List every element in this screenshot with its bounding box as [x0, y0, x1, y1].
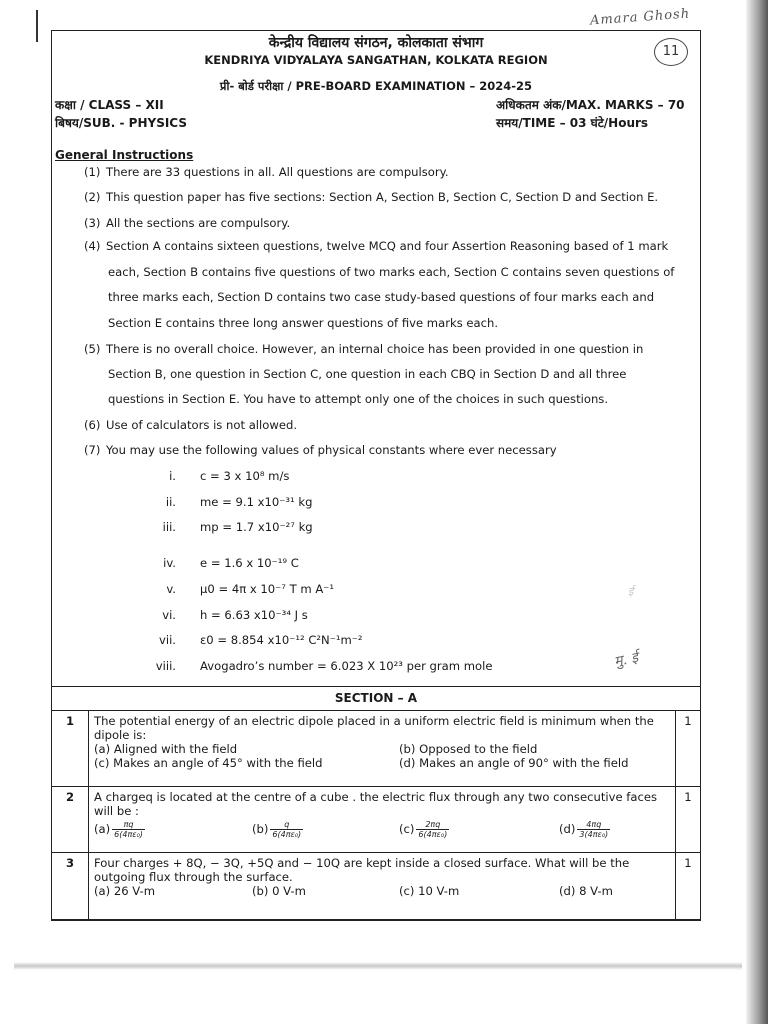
instructions-title: General Instructions: [55, 148, 194, 162]
constant-value: e = 1.6 x 10⁻¹⁹ C: [200, 556, 299, 570]
constant-index: ii.: [165, 495, 176, 509]
option: (d) Makes an angle of 90° with the field: [399, 756, 629, 770]
org-title-hindi: केन्द्रीय विद्यालय संगठन, कोलकाता संभाग: [268, 35, 484, 51]
question-body: [89, 787, 676, 853]
question-marks: 1: [676, 853, 701, 921]
constant-index: vi.: [162, 608, 176, 622]
option: (b) 0 V-m: [252, 884, 306, 898]
options-row: [94, 756, 670, 770]
constant-index: i.: [169, 469, 176, 483]
constant-index: v.: [166, 582, 176, 596]
exam-title: प्री- बोर्ड परीक्षा / PRE-BOARD EXAMINATION – 2024-25: [219, 79, 533, 93]
constant-index: iii.: [162, 520, 176, 534]
constant-value: h = 6.63 x10⁻³⁴ J s: [200, 608, 308, 622]
question-number: 3: [52, 853, 89, 921]
option: (a) 26 V-m: [94, 884, 156, 898]
instruction-item: (1) There are 33 questions in all. All questions are compulsory.: [84, 165, 449, 179]
section-divider: [51, 686, 701, 687]
question-body: [89, 853, 676, 921]
max-marks-label: अधिकतम अंक/MAX. MARKS – 70: [496, 98, 685, 112]
table-row: [52, 853, 701, 921]
option: (a) Aligned with the field: [94, 742, 238, 756]
subject-label: बिषय/SUB. - PHYSICS: [55, 116, 187, 130]
option: (c) 10 V-m: [399, 884, 460, 898]
instruction-item: (2) This question paper has five sections: Section A, Section B, Section C, Section D and Section E.: [84, 190, 659, 204]
instruction-continuation: each, Section B contains five questions of two marks each, Section C contains seven questions of: [108, 265, 675, 279]
option: (c) Makes an angle of 45° with the field: [94, 756, 323, 770]
section-a-title: SECTION – A: [334, 691, 418, 705]
constant-value: me = 9.1 x10⁻³¹ kg: [200, 495, 313, 509]
instruction-item: (5) There is no overall choice. However, an internal choice has been provided in one question in: [84, 342, 644, 356]
option: (b) Opposed to the field: [399, 742, 538, 756]
table-row: [52, 787, 701, 853]
instruction-item: (4) Section A contains sixteen questions, twelve MCQ and four Assertion Reasoning based of 1 mark: [84, 239, 669, 253]
question-number: 2: [52, 787, 89, 853]
options-row: [94, 884, 670, 898]
constant-value: Avogadro’s number = 6.023 X 10²³ per gram mole: [200, 659, 493, 673]
constant-index: viii.: [155, 659, 176, 673]
scan-mark: [36, 10, 38, 42]
question-text: The potential energy of an electric dipole placed in a uniform electric field is minimum when the dipole is:: [94, 714, 654, 742]
question-marks: 1: [676, 787, 701, 853]
scan-edge-right: [746, 0, 768, 1024]
option: (c) $\frac{2\pi q}{\text{6(4πε₀)}}$: [399, 820, 448, 839]
questions-table: [51, 710, 701, 921]
instruction-continuation: Section E contains three long answer questions of five marks each.: [108, 316, 499, 330]
instruction-item: (3) All the sections are compulsory.: [84, 216, 291, 230]
question-number: 1: [52, 711, 89, 787]
class-label: कक्षा / CLASS – XII: [55, 98, 164, 112]
option: (d) 8 V-m: [559, 884, 613, 898]
constant-value: mp = 1.7 x10⁻²⁷ kg: [200, 520, 313, 534]
option: (a) $\frac{\pi q}{\text{6(4πε₀)}}$: [94, 820, 143, 839]
question-marks: 1: [676, 711, 701, 787]
constant-value: μ0 = 4π x 10⁻⁷ T m A⁻¹: [200, 582, 335, 596]
question-text: A chargeq is located at the centre of a cube . the electric flux through any two consecutive faces will be :: [94, 790, 658, 818]
instruction-continuation: three marks each, Section D contains two case study-based questions of four marks each and: [108, 290, 655, 304]
constant-index: iv.: [163, 556, 176, 570]
scan-bottom-edge: [14, 962, 742, 970]
option: (b) $\frac{q}{\text{6(4πε₀)}}$: [252, 820, 302, 839]
question-body: [89, 711, 676, 787]
ink-scribble: मु. ई: [612, 649, 640, 671]
table-row: [52, 711, 701, 787]
options-row: [94, 820, 670, 839]
faint-scribble: ई: [628, 585, 634, 598]
constant-index: vii.: [159, 633, 176, 647]
set-number-circle: 11: [654, 38, 688, 66]
option: (d) $\frac{4\pi q}{\text{3(4πε₀)}}$: [559, 820, 609, 839]
instruction-item: (7) You may use the following values of physical constants where ever necessary: [84, 443, 557, 457]
instruction-continuation: Section B, one question in Section C, one question in each CBQ in Section D and all three: [108, 367, 627, 381]
constant-value: c = 3 x 10⁸ m/s: [200, 469, 290, 483]
constant-value: ε0 = 8.854 x10⁻¹² C²N⁻¹m⁻²: [200, 633, 363, 647]
question-text: Four charges + 8Q, − 3Q, +5Q and − 10Q are kept inside a closed surface. What will be the outgoing flux through the surface.: [94, 856, 630, 884]
instruction-item: (6) Use of calculators is not allowed.: [84, 418, 298, 432]
options-row: [94, 742, 670, 756]
time-label: समय/TIME – 03 घंटे/Hours: [496, 116, 649, 130]
signature-scribble: Amara Ghosh: [589, 6, 691, 29]
instruction-continuation: questions in Section E. You have to attempt only one of the choices in such questions.: [108, 392, 609, 406]
org-title-english: KENDRIYA VIDYALAYA SANGATHAN, KOLKATA REGION: [204, 53, 548, 67]
